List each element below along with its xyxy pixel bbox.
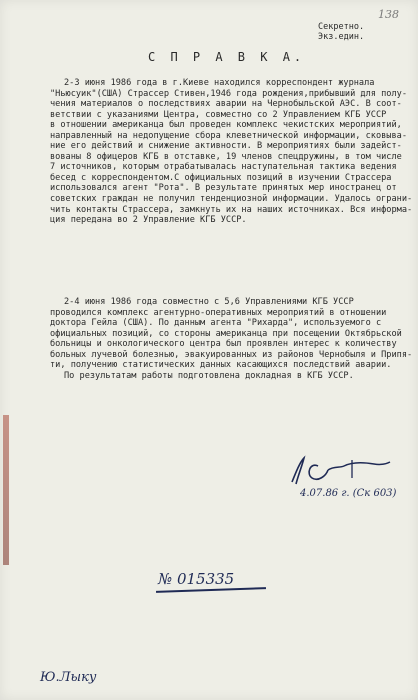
copy-label: Экз.един. <box>318 32 365 42</box>
text-line: вованы 8 офицеров КГБ в отставке, 19 членов спецдружины, в том числе <box>50 151 402 162</box>
document-title: С П Р А В К А. <box>148 50 306 64</box>
text-line: советских граждан не получил тенденциозной информации. Удалось ограни- <box>50 194 413 205</box>
handwritten-page-number: 138 <box>378 8 399 21</box>
text-line: По результатам работы подготовлена докладная в КГБ УССР. <box>64 370 354 381</box>
text-line: чить контакты Страссера, замкнуть их на наших источниках. Вся информа- <box>50 204 413 215</box>
text-line: в отношении американца был проведен комплекс чекистских мероприятий, <box>50 120 402 131</box>
handwritten-note: Ю.Лыку <box>40 670 97 685</box>
text-line: 7 источников, которым отрабатывалась наступательная тактика ведения <box>50 162 397 173</box>
text-line: доктора Гейла (США). По данным агента "Рихарда", используемого с <box>50 318 382 329</box>
text-line: использовался агент "Рота". В результате принятых мер иностранец от <box>50 183 397 194</box>
text-line: ние его действий и снижение активности. В мероприятиях были задейст- <box>50 141 402 152</box>
text-line: ти, получению статистических данных касающихся последствий аварии. <box>50 360 392 371</box>
text-line: ция передана во 2 Управление КГБ УССР. <box>50 215 247 226</box>
handwritten-signature <box>282 452 392 490</box>
text-line: больницы и онкологического центра был проявлен интерес к количеству <box>50 339 397 350</box>
text-line: направленный на недопущение сбора клеветнической информации, сковыва- <box>50 130 407 141</box>
text-line: чения материалов о последствиях аварии на Чернобыльской АЭС. В соот- <box>50 99 402 110</box>
text-line: "Ньюсуик"(США) Страссер Стивен,1946 года рождения,прибывший для полу- <box>50 88 407 99</box>
text-line: 2-3 июня 1986 года в г.Киеве находился корреспондент журнала <box>64 78 375 88</box>
registration-number: № 015335 <box>158 570 235 588</box>
text-line: официальных позиций, со стороны американца при посещении Октябрьской <box>50 328 402 339</box>
text-line: проводился комплекс агентурно-оперативных мероприятий в отношении <box>50 307 387 318</box>
binding-mark <box>3 415 9 565</box>
classification-label: Секретно. <box>318 22 365 32</box>
signature-date: 4.07.86 г. (Ск 603) <box>300 488 397 499</box>
classification-block <box>318 22 364 42</box>
text-line: ветствии с указаниями Центра, совместно со 2 Управлением КГБ УССР <box>50 109 387 120</box>
text-line: бесед с корреспондентом.С официальных позиций в изучении Страссера <box>50 172 392 183</box>
text-line: 2-4 июня 1986 года совместно с 5,6 Управлениями КГБ УССР <box>64 297 354 307</box>
paragraph-1 <box>50 78 413 226</box>
paragraph-2 <box>50 297 413 381</box>
text-line: больных лучевой болезнью, эвакуированных из районов Чернобыля и Припя- <box>50 349 413 360</box>
